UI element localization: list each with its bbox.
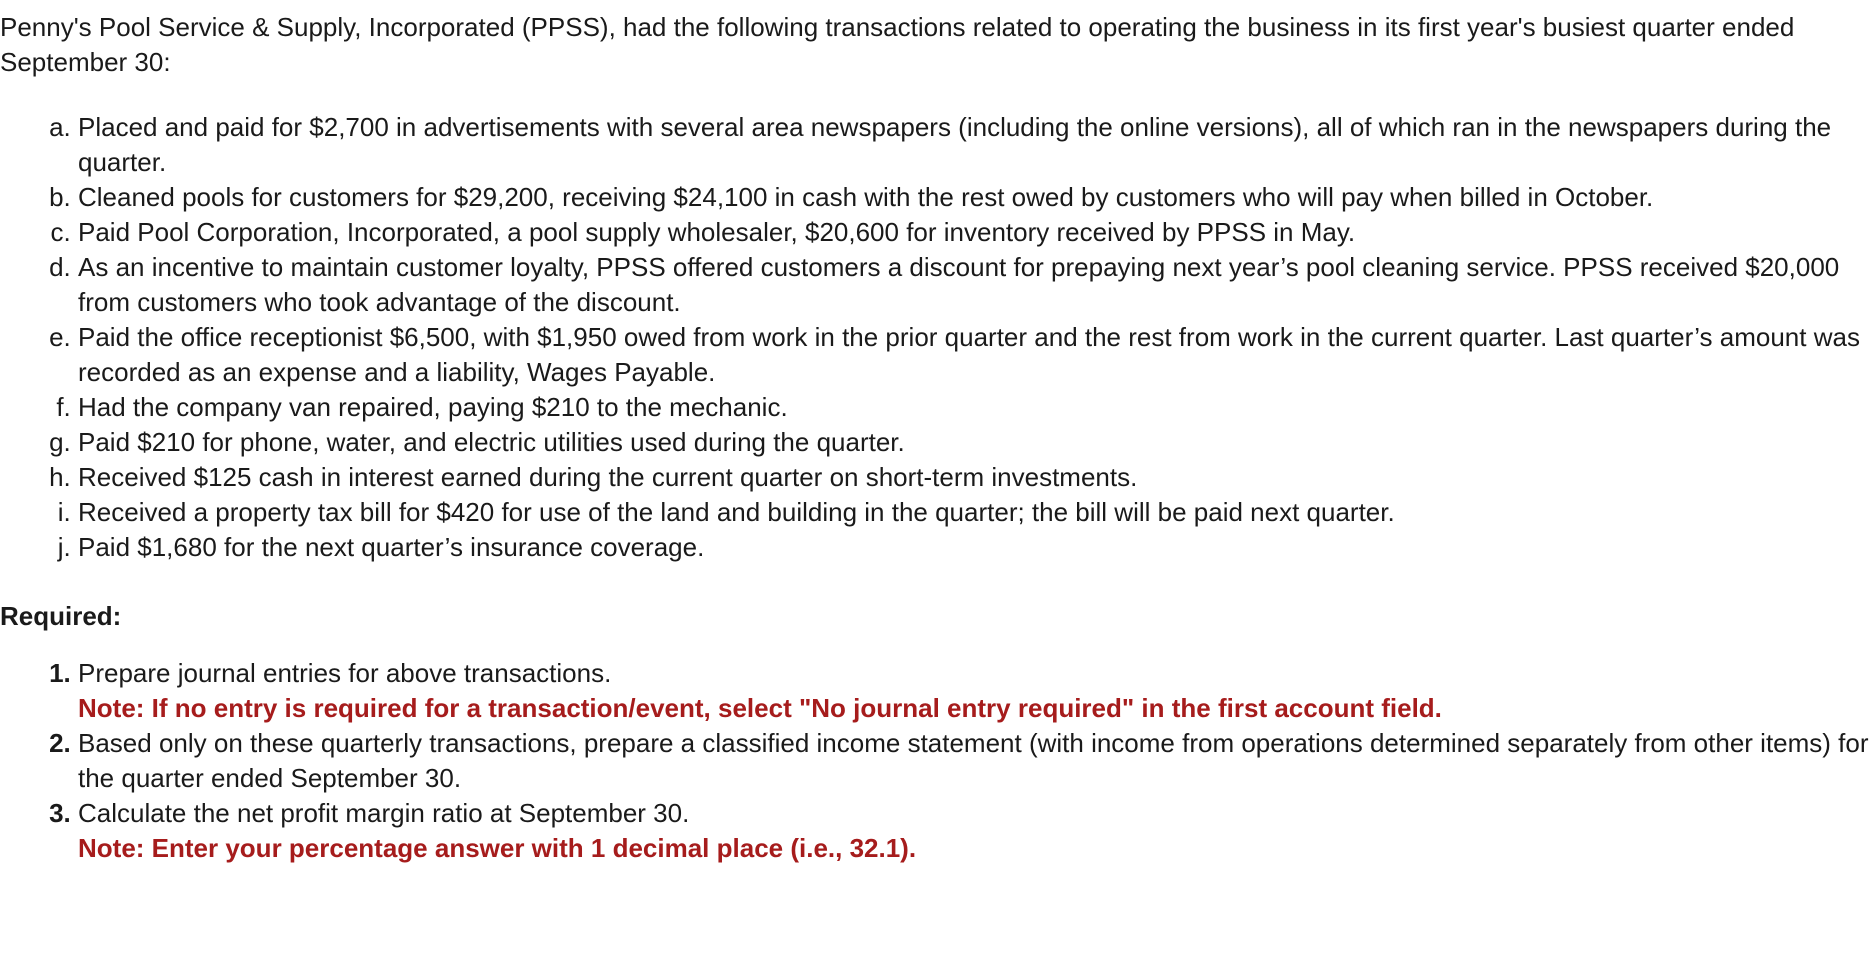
requirement-number: 3. bbox=[49, 798, 71, 828]
transaction-letter: f. bbox=[56, 392, 71, 422]
transaction-item-i bbox=[0, 495, 1874, 530]
transaction-text: Paid $1,680 for the next quarter’s insurance coverage. bbox=[78, 532, 705, 562]
required-heading: Required: bbox=[0, 601, 122, 631]
transaction-text: Paid $210 for phone, water, and electric utilities used during the quarter. bbox=[78, 427, 905, 457]
transaction-item-g bbox=[0, 425, 1874, 460]
requirement-item-2 bbox=[0, 726, 1874, 796]
transaction-text: Received $125 cash in interest earned during the current quarter on short-term investments. bbox=[78, 462, 1138, 492]
requirement-note: Note: If no entry is required for a transaction/event, select "No journal entry required" in the first account field. bbox=[78, 693, 1442, 723]
requirement-text: Based only on these quarterly transactions, prepare a classified income statement (with income from operations determined separately from other items) for the quarter ended September 30. bbox=[78, 728, 1869, 793]
transaction-letter: j. bbox=[57, 532, 71, 562]
transaction-item-e bbox=[0, 320, 1874, 390]
transaction-item-f bbox=[0, 390, 1874, 425]
transaction-text: Cleaned pools for customers for $29,200, receiving $24,100 in cash with the rest owed by customers who will pay when billed in October. bbox=[78, 182, 1654, 212]
transaction-item-c bbox=[0, 215, 1874, 250]
transaction-item-b bbox=[0, 180, 1874, 215]
transaction-text: Paid Pool Corporation, Incorporated, a pool supply wholesaler, $20,600 for inventory received by PPSS in May. bbox=[78, 217, 1356, 247]
requirement-text: Prepare journal entries for above transactions. bbox=[78, 658, 612, 688]
transaction-item-j bbox=[0, 530, 1874, 565]
requirements-list bbox=[0, 656, 1874, 866]
transaction-text: Had the company van repaired, paying $210 to the mechanic. bbox=[78, 392, 788, 422]
transaction-item-a bbox=[0, 110, 1874, 180]
requirement-note: Note: Enter your percentage answer with 1 decimal place (i.e., 32.1). bbox=[78, 833, 917, 863]
transaction-list bbox=[0, 110, 1874, 565]
transaction-letter: d. bbox=[49, 252, 71, 282]
requirement-number: 1. bbox=[49, 658, 71, 688]
transaction-letter: i. bbox=[57, 497, 71, 527]
transaction-text: As an incentive to maintain customer loyalty, PPSS offered customers a discount for prepaying next year’s pool cleaning service. PPSS received $20,000 from customers who took advantage of the discount. bbox=[78, 252, 1840, 317]
transaction-item-d bbox=[0, 250, 1874, 320]
requirement-item-1 bbox=[0, 656, 1874, 726]
transaction-letter: e. bbox=[49, 322, 71, 352]
requirement-number: 2. bbox=[49, 728, 71, 758]
requirement-body bbox=[78, 726, 1874, 796]
transaction-item-h bbox=[0, 460, 1874, 495]
problem-intro: Penny's Pool Service & Supply, Incorporated (PPSS), had the following transactions related to operating the business in its first year's busiest quarter ended September 30: bbox=[0, 12, 1795, 77]
transaction-text: Received a property tax bill for $420 for use of the land and building in the quarter; the bill will be paid next quarter. bbox=[78, 497, 1395, 527]
requirement-text: Calculate the net profit margin ratio at September 30. bbox=[78, 798, 690, 828]
transaction-letter: h. bbox=[49, 462, 71, 492]
requirement-item-3 bbox=[0, 796, 1874, 866]
transaction-text: Placed and paid for $2,700 in advertisements with several area newspapers (including the online versions), all of which ran in the newspapers during the quarter. bbox=[78, 112, 1832, 177]
transaction-letter: c. bbox=[50, 217, 71, 247]
requirement-body bbox=[78, 796, 1874, 866]
transaction-text: Paid the office receptionist $6,500, with $1,950 owed from work in the prior quarter and the rest from work in the current quarter. Last quarter’s amount was recorded as an expense and a liability, Wages Payable. bbox=[78, 322, 1860, 387]
transaction-letter: a. bbox=[49, 112, 71, 142]
requirement-body bbox=[78, 656, 1874, 726]
transaction-letter: b. bbox=[49, 182, 71, 212]
transaction-letter: g. bbox=[49, 427, 71, 457]
